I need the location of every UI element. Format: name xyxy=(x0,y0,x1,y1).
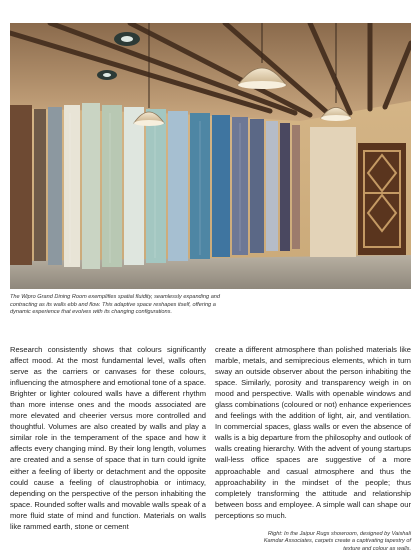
body-column-right: create a different atmosphere than polished materials like marble, metals, and semiprecious elements, which in turn sway an outside observer about the person inhabiting the space. Similarly, porosity and transparency weigh in on mood and perspective. Walls with openable windows and glass combinations (coloured or not) enhance experiences and feelings with the addition of light, air, and ventilation. In commercial spaces, glass walls or even the absence of walls is a big departure from the philosophy and outlook of walls creating hierarchy. With the advent of young startups wall-less office spaces are suggestive of a more approachable and casual atmosphere and thus the approachability in the mindset of the people; thus completely transforming the attitude and relationship between boss and employee. A simple wall can shape our perceptions so much. xyxy=(215,345,411,520)
photo-illustration xyxy=(10,23,411,289)
article-body xyxy=(10,344,411,532)
photo-caption: The Wipro Grand Dining Room exemplifies spatial fluidity, seamlessly expanding and contracting as its walls ebb and flow. This adaptive space reshapes itself, offering a dynamic experience that evolves with its changing configurations. xyxy=(10,294,221,316)
body-column-left: Research consistently shows that colours significantly affect mood. At the most fundamental level, walls often serve as the carriers or canvases for these colours, influencing the atmosphere and emotional tone of a space. Brighter or lighter coloured walls have a different rhythm than more intense ones and the moods associated are more elevated and cheerier versus more controlled and thoughtful. Volumes are also created by walls and play a similar role in the temperament of the space and how it affects every changing mind. By their long length, volumes are created and a sense of space that in turn could ignite either a feeling of liberty or detachment and the opposite could cause a feeling of claustrophobia or intimacy, depending on the perspective of the person inhabiting the space. Rounded softer walls and movable walls speak of a more fluid state of mind and function. Materials on walls like rammed earth, stone or cement xyxy=(10,345,206,531)
dining-room-photo xyxy=(10,23,411,289)
side-caption: Right: In the Jaipur Rugs showroom, designed by Vaishali Kamdar Associates, carpets create a captivating tapestry of texture and colour as walls. xyxy=(263,531,411,552)
